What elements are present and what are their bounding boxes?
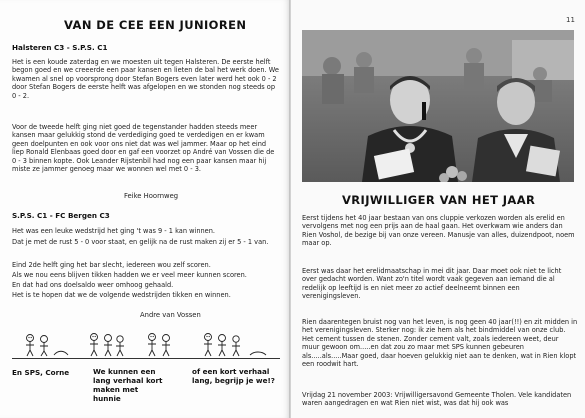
- match2-title: S.P.S. C1 - FC Bergen C3: [12, 211, 110, 220]
- cartoon-baseline: [12, 358, 280, 359]
- match2-line-4: Als we nou eens blijven tikken hadden we er veel meer kunnen scoren.: [12, 271, 247, 279]
- right-paragraph-2: Eerst was daar het erelidmaatschap in mei dit jaar. Daar moet ook niet te licht over gedacht worden. Want zo'n titel wordt vaak gegeven aan iemand die al redelijk op leeftijd is en niet meer zo actief deelneemt binnen een verenigingsleven.: [302, 267, 562, 301]
- award-photo-illustration: [302, 30, 574, 182]
- left-page: [0, 0, 291, 418]
- match1-paragraph-1: Het is een koude zaterdag en we moesten uit tegen Halsteren. De eerste helft begon goed en we creeerde een paar kansen en lieten de bal het werk doen. We kwamen al snel op voorsprong door Stefan Bogers even later werd het ook 0 - 2 door Stefan Bogers de eerste helft was afgelopen en we stonden nog steeds op 0 - 2.: [12, 58, 279, 100]
- match1-title: Halsteren C3 - S.P.S. C1: [12, 43, 108, 52]
- signature-feike: Feike Hoornweg: [124, 192, 179, 200]
- cartoon-caption-3: of een kort verhaal lang, begrijp je we!?: [192, 367, 275, 385]
- signature-andre: Andre van Vossen: [140, 311, 201, 319]
- cartoon-caption-1: En SPS, Corne: [12, 368, 70, 377]
- match2-line-5: En dat had ons doelsaldo weer omhoog gehaald.: [12, 281, 174, 289]
- left-heading: VAN DE CEE EEN JUNIOREN: [64, 18, 247, 32]
- page-number: 11: [566, 16, 575, 24]
- right-paragraph-4: Vrijdag 21 november 2003: Vrijwilligersavond Gemeente Tholen. Vele kandidaten waren aangedragen en wat Rien niet wist, was dat hij ook was: [302, 391, 572, 408]
- match2-line-1: Het was een leuke wedstrijd het ging 't was 9 - 1 kan winnen.: [12, 227, 216, 235]
- cartoon-figures-illustration: [12, 328, 280, 358]
- right-paragraph-1: Eerst tijdens het 40 jaar bestaan van ons cluppie verkozen worden als erelid en vervolgens met nog een prijs aan de haal gaan. Het overkwam wie anders dan Rien Voshol, de bezige bij van onze vereen. Manusje van alles, duizendpoot, noem maar op.: [302, 214, 575, 248]
- match2-line-3: Eind 2de helft ging het bar slecht, iedereen wou zelf scoren.: [12, 261, 211, 269]
- award-photo: [302, 30, 574, 182]
- right-paragraph-3: Rien daarentegen bruist nog van het leven, is nog geen 40 jaar(!!) en zit midden in het verenigingsleven. Sterker nog: ik zie hem als het bindmiddel van onze club. Het cement tussen de stenen. Zonder cement valt, zoals iedereen weet, deur muur gewoon om.....en dat zou zo maar met SPS kunnen gebeuren als.....als.....Maar goed, daar hoeven gelukkig niet aan te denken, wat in Rien klopt een roodwit hart.: [302, 318, 578, 369]
- match2-line-6: Het is te hopen dat we de volgende wedstrijden tikken en winnen.: [12, 291, 231, 299]
- right-heading: VRIJWILLIGER VAN HET JAAR: [342, 193, 536, 207]
- match2-line-2: Dat je met de rust 5 - 0 voor staat, en gelijk na de rust maken zij er 5 - 1 van.: [12, 238, 269, 246]
- match1-paragraph-2: Voor de tweede helft ging niet goed de tegenstander hadden steeds meer kansen maar gelukkig stond de verdediging goed te verdedigen en er kwam geen doelpunten en ook voor ons niet dat was wel jammer. Maar op het eind liep Ronald Elenbaas goed door en gaf een voorzet op André van Vossen die de 0 - 3 binnen kopte. Ook Leander Rijstenbil had nog een paar kansen maar hij miste ze jammer genoeg maar we wonnen wel met 0 - 3.: [12, 123, 275, 174]
- cartoon-caption-2: We kunnen een lang verhaal kort maken met hunnie: [93, 367, 163, 403]
- cartoon-strip: [12, 328, 280, 358]
